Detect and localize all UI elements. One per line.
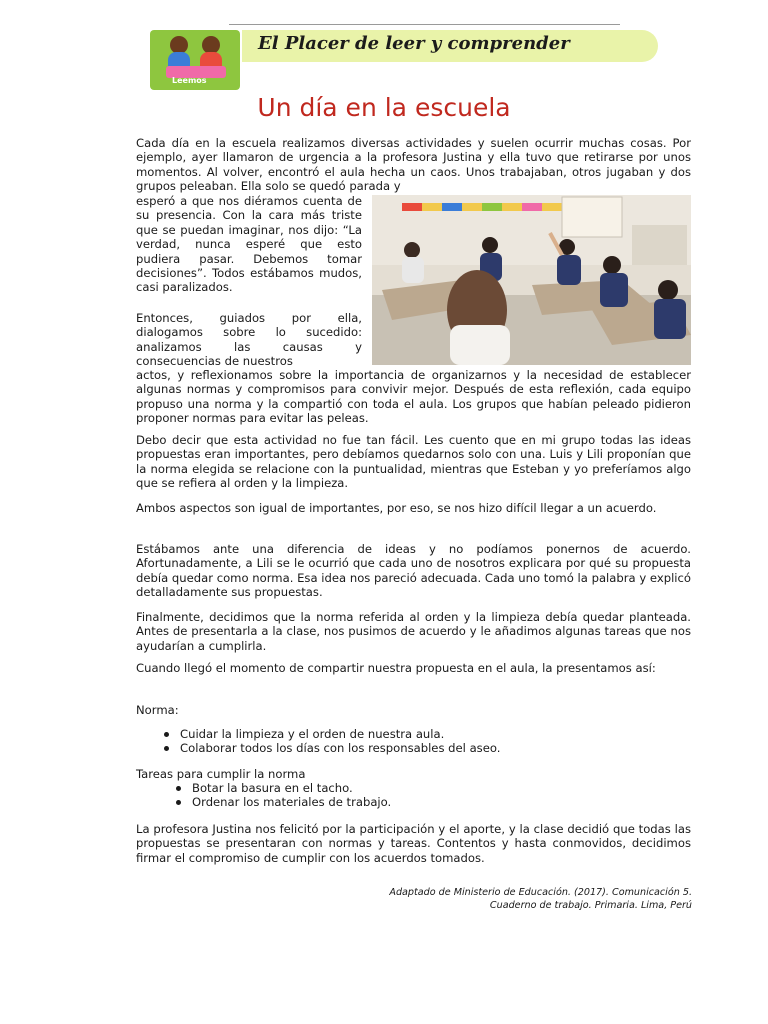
paragraph-8: La profesora Justina nos felicitó por la participación y el aporte, y la clase decidió que todas las propuestas se presentaran con normas y tareas. Contentos y hasta conmovidos, decidimos firmar el compromiso de cumplir con los acuerdos tomados.: [136, 822, 691, 865]
paragraph-3: Debo decir que esta actividad no fue tan fácil. Les cuento que en mi grupo todas las ideas propuestas eran importantes, pero debíamos quedarnos solo con una. Luis y Lili proponían que la norma elegida se relacione con la puntualidad, mientras que Esteban y yo preferíamos algo que se refiera al orden y la limpieza.: [136, 433, 691, 491]
list-item: Botar la basura en el tacho.: [172, 781, 672, 795]
list-item: Ordenar los materiales de trabajo.: [172, 795, 672, 809]
paragraph-5: Estábamos ante una diferencia de ideas y no podíamos ponernos de acuerdo. Afortunadamente, a Lili se le ocurrió que cada uno de nosotros explicara por qué su propuesta debía quedar como norma. Esa idea nos pareció adecuada. Cada uno tomó la palabra y explicó detalladamente sus propuestas.: [136, 542, 691, 600]
classroom-photo: [372, 195, 691, 365]
paragraph-2-continued: actos, y reflexionamos sobre la importancia de organizarnos y la necesidad de establecer algunas normas y compromisos para convivir mejor. Después de esta reflexión, cada equipo propuso una norma y la compartió con toda el aula. Los grupos que habían peleado pidieron proponer normas para evitar las peleas.: [136, 368, 691, 426]
norma-label: Norma:: [136, 703, 179, 717]
list-item: Colaborar todos los días con los responsables del aseo.: [160, 741, 680, 755]
paragraph-2: Entonces, guiados por ella, dialogamos sobre lo sucedido: analizamos las causas y consecuencias de nuestros: [136, 311, 362, 369]
paragraph-6: Finalmente, decidimos que la norma referida al orden y la limpieza debía quedar planteada. Antes de presentarla a la clase, nos pusimos de acuerdo y le añadimos algunas tareas que nos ayudarían a cumplirla.: [136, 610, 691, 653]
norma-list: [160, 727, 680, 756]
logo-label: Leemos: [172, 76, 207, 85]
citation-line-1: Adaptado de Ministerio de Educación. (2017). Comunicación 5.: [389, 887, 692, 898]
citation-line-2: Cuaderno de trabajo. Primaria. Lima, Perú: [489, 900, 692, 911]
paragraph-1: Cada día en la escuela realizamos diversas actividades y suelen ocurrir muchas cosas. Por ejemplo, ayer llamaron de urgencia a la profesora Justina y ella tuvo que retirarse por unos momentos. Al volver, encontró el aula hecha un caos. Unos trabajaban, otros jugaban y dos grupos peleaban. Ella solo se quedó parada y: [136, 136, 691, 194]
tareas-label: Tareas para cumplir la norma: [136, 767, 306, 781]
page-title: Un día en la escuela: [257, 93, 511, 122]
list-item: Cuidar la limpieza y el orden de nuestra aula.: [160, 727, 680, 741]
paragraph-1-continued: esperó a que nos diéramos cuenta de su presencia. Con la cara más triste que se puedan imaginar, nos dijo: “La verdad, nunca esperé que esto pudiera pasar. Debemos tomar decisiones”. Todos estábamos mudos, casi paralizados.: [136, 194, 362, 295]
leemos-logo: [150, 30, 240, 90]
top-divider: [229, 24, 620, 25]
paragraph-7: Cuando llegó el momento de compartir nuestra propuesta en el aula, la presentamos así:: [136, 661, 656, 675]
paragraph-4: Ambos aspectos son igual de importantes, por eso, se nos hizo difícil llegar a un acuerdo.: [136, 501, 657, 515]
tareas-list: [172, 781, 672, 810]
classroom-illustration: [372, 195, 691, 365]
series-title: El Placer de leer y comprender: [258, 33, 570, 54]
series-banner: [150, 30, 658, 90]
source-citation: [292, 886, 692, 912]
